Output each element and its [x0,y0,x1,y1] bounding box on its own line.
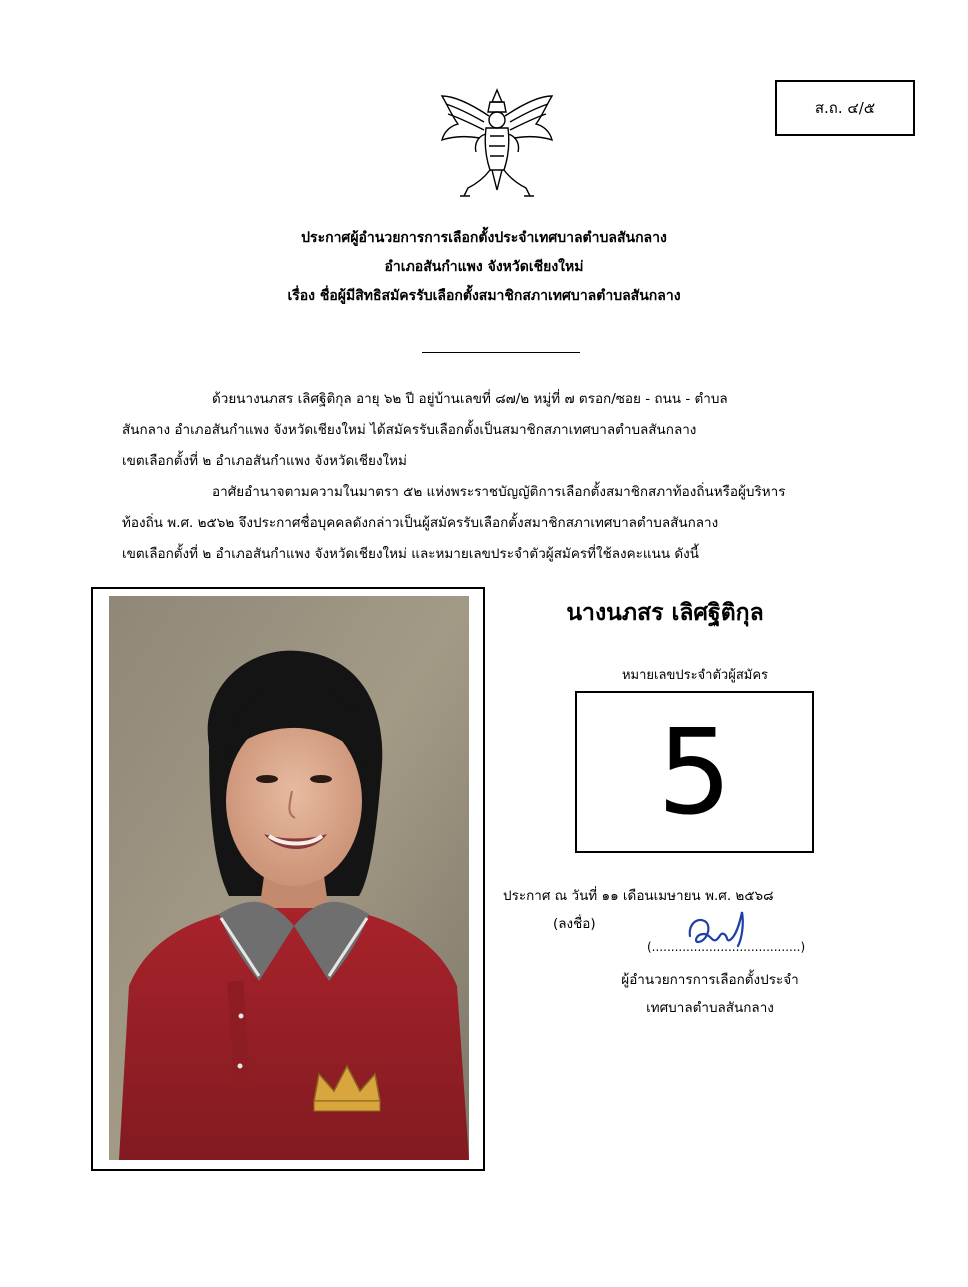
signer-line-1: ผู้อำนวยการการเลือกตั้งประจำ [621,972,799,988]
sign-label: (ลงชื่อ) [553,916,596,932]
paragraph-1-line-2: สันกลาง อำเภอสันกำแพง จังหวัดเชียงใหม่ ได้สมัครรับเลือกตั้งเป็นสมาชิกสภาเทศบาลตำบลสันกลาง [122,422,697,438]
candidate-photo [109,596,469,1160]
form-code-box [775,80,915,136]
header-line-3: เรื่อง ชื่อผู้มีสิทธิสมัครรับเลือกตั้งสมาชิกสภาเทศบาลตำบลสันกลาง [287,288,681,304]
candidate-number-box [575,691,814,853]
paragraph-1-line-3: เขตเลือกตั้งที่ ๒ อำเภอสันกำแพง จังหวัดเชียงใหม่ [122,453,407,469]
paragraph-2-line-3: เขตเลือกตั้งที่ ๒ อำเภอสันกำแพง จังหวัดเชียงใหม่ และหมายเลขประจำตัวผู้สมัครที่ใช้ลงคะแนน ดังนี้ [122,546,699,562]
signer-line-2: เทศบาลตำบลสันกลาง [646,1000,774,1016]
signature-dots: (.......................................) [647,940,806,954]
header-line-1: ประกาศผู้อำนวยการการเลือกตั้งประจำเทศบาลตำบลสันกลาง [301,230,667,246]
paragraph-2-line-1: อาศัยอำนาจตามความในมาตรา ๕๒ แห่งพระราชบัญญัติการเลือกตั้งสมาชิกสภาท้องถิ่นหรือผู้บริหาร [212,484,786,500]
paragraph-1 [122,384,882,477]
paragraph-1-line-1: ด้วยนางนภสร เลิศฐิติกุล อายุ ๖๒ ปี อยู่บ้านเลขที่ ๘๗/๒ หมู่ที่ ๗ ตรอก/ซอย - ถนน - ตำบล [212,391,728,407]
candidate-number: 5 [656,703,733,841]
candidate-name: นางนภสร เลิศฐิติกุล [566,600,764,626]
paragraph-2 [122,477,882,570]
header-line-2: อำเภอสันกำแพง จังหวัดเชียงใหม่ [384,259,584,275]
candidate-number-label: หมายเลขประจำตัวผู้สมัคร [621,668,769,683]
garuda-emblem [434,86,560,204]
signer-title [560,966,860,1022]
announcement-header [0,224,968,311]
paragraph-2-line-2: ท้องถิ่น พ.ศ. ๒๕๖๒ จึงประกาศชื่อบุคคลดังกล่าวเป็นผู้สมัครรับเลือกตั้งสมาชิกสภาเทศบาลตำบลสันกลาง [122,515,719,531]
candidate-photo-frame [91,587,485,1171]
header-divider [422,352,580,353]
form-code: ส.ถ. ๔/๕ [814,99,876,117]
announcement-date: ประกาศ ณ วันที่ ๑๑ เดือนเมษายน พ.ศ. ๒๕๖๘ [503,888,774,904]
